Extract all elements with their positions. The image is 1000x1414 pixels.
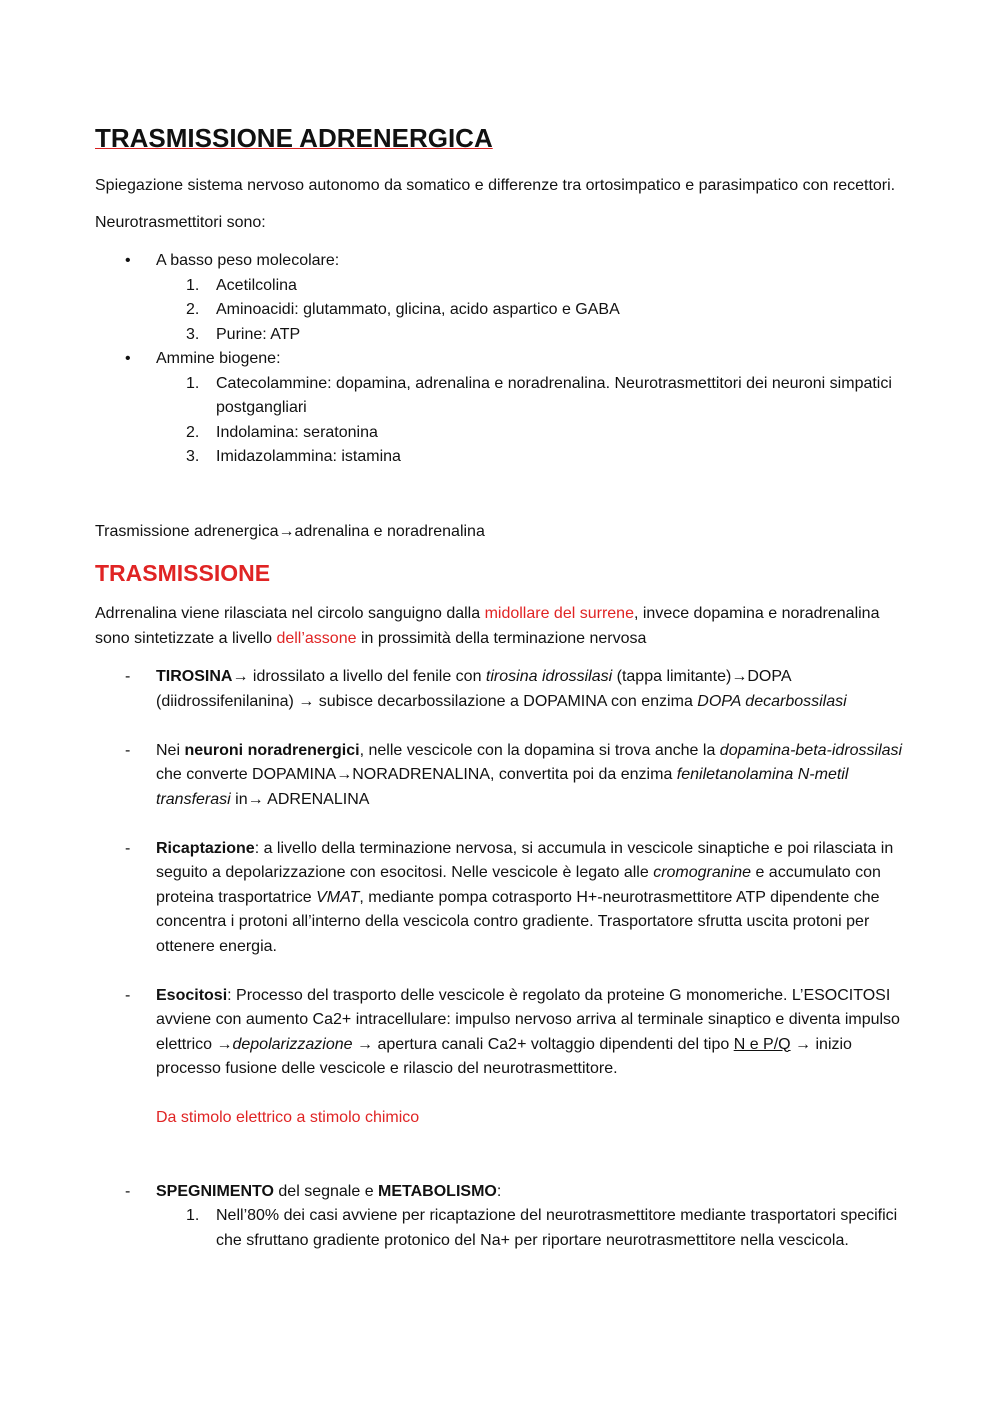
text-span: : a livello della terminazione nervosa, si accumula in vescicole sinaptiche e poi rilasciata in seguito a depolarizzazione con esocitosi. Nelle vescicole è legato alle [156,839,894,881]
sub-list [95,372,910,470]
neurotransmitters-heading: Neurotrasmettitori sono: [95,213,266,231]
list-gap [95,959,910,984]
item-text: Acetilcolina [216,276,297,294]
list-item [95,274,910,299]
highlight-text: midollare del surrene [484,605,634,622]
dash-marker: - [125,986,131,1004]
list-item [95,421,910,446]
text-span: , nelle vescicole con la dopamina si trova anche la [359,741,720,759]
item-number: 1. [186,374,200,392]
intro-paragraph: Spiegazione sistema nervoso autonomo da somatico e differenze tra ortosimpatico e parasimpatico con recettori. [95,177,896,194]
italic-term: depolarizzazione [232,1035,353,1053]
process-list [95,665,910,1253]
text-span: : [496,1182,502,1200]
item-number: 2. [186,423,200,441]
item-text: Aminoacidi: glutammato, glicina, acido aspartico e GABA [216,301,620,318]
italic-term: DOPA decarbossilasi [697,692,847,710]
item-number: 1. [186,276,200,294]
bold-term: neuroni noradrenergici [184,741,360,759]
italic-term: VMAT [316,888,360,906]
list-item [95,323,910,348]
list-item [95,372,910,421]
page-title: TRASMISSIONE ADRENERGICA [95,123,493,153]
bold-term: SPEGNIMENTO [156,1182,274,1200]
item-text: Indolamina: seratonina [216,423,378,441]
item-text: Nell’80% dei casi avviene per ricaptazione del neurotrasmettitore mediante trasportatori specifici che sfruttano gradiente protonico del Na+ per riportare neurotrasmettitore nella vescicola. [216,1207,898,1249]
vertical-spacer [95,470,910,520]
item-number: 1. [186,1207,200,1224]
text-span: , mediante pompa cotrasporto H+-neurotrasmettitore ATP dipendente che concentra i protoni all’interno della vescicola contro gradiente. Trasportatore sfrutta uscita protoni per ottenere energia. [156,888,880,955]
text-span: che converte DOPAMINA→NORADRENALINA, convertita poi da enzima [156,766,677,783]
italic-term: tirosina idrossilasi [485,668,613,685]
sub-list [95,274,910,348]
list-gap [156,1082,910,1107]
list-item [156,1204,910,1253]
bullet-icon: • [125,252,131,269]
dash-marker: - [125,1182,131,1200]
list-item-ricaptazione [95,837,910,960]
bold-term: METABOLISMO [378,1182,497,1200]
bold-term: Esocitosi [156,986,228,1004]
italic-term: feniletanolamina N-metil transferasi [156,766,849,808]
text-span: → apertura canali Ca2+ voltaggio dipendenti del tipo [352,1035,734,1053]
item-number: 3. [186,325,200,343]
text-span: → inizio processo fusione delle vescicole e rilascio del neurotrasmettitore. [156,1035,852,1077]
list-gap [95,714,910,739]
text-span: → idrossilato a livello del fenile con [232,668,486,685]
item-number: 2. [186,301,200,318]
section-heading: TRASMISSIONE [95,560,271,586]
list-item [95,249,910,347]
list-item-tirosina [95,665,910,714]
list-gap [95,812,910,837]
text-span: (tappa limitante)→DOPA (diidrossifenilanina) → subisce decarbossilazione a DOPAMINA con enzima [156,668,791,710]
highlight-note: Da stimolo elettrico a stimolo chimico [156,1109,420,1126]
adrenergic-line: Trasmissione adrenergica→adrenalina e noradrenalina [95,522,485,540]
text-span: : Processo del trasporto delle vescicole è regolato da proteine G monomeriche. L’ESOCITOSI avviene con aumento Ca2+ intracellulare: impulso nervoso arriva al terminale sinaptico e diventa impulso elettrico → [156,986,900,1053]
item-text: Imidazolammina: istamina [216,448,401,465]
list-item [95,298,910,323]
list-item [95,347,910,470]
list-gap [95,1155,910,1180]
text-span: e accumulato con proteina trasportatrice [156,864,881,906]
document-body [95,122,910,1253]
text-span: in prossimità della terminazione nervosa [356,629,647,647]
release-paragraph [95,602,910,651]
list-item-esocitosi [95,984,910,1131]
underlined-term: N e P/Q [733,1035,791,1053]
list-item-spegnimento [95,1180,910,1254]
dash-marker: - [125,668,131,685]
list-gap [95,1131,910,1156]
text-span: Adrrenalina viene rilasciata nel circolo sanguigno dalla [95,605,485,622]
bullet-icon: • [125,350,131,367]
text-span: Nei [156,741,185,759]
item-text: Purine: ATP [216,325,301,343]
bold-term: Ricaptazione [156,839,255,857]
neurotransmitter-list [95,249,910,470]
text-span: , invece dopamina e noradrenalina sono sintetizzate a livello [95,605,880,647]
dash-marker: - [125,839,131,857]
bold-term: TIROSINA [156,668,233,685]
list-item-label: Ammine biogene: [156,350,281,367]
text-span: in→ ADRENALINA [230,790,370,808]
text-span: del segnale e [273,1182,379,1200]
dash-marker: - [125,741,131,759]
list-item [95,445,910,470]
highlight-text: dell’assone [276,629,357,647]
italic-term: dopamina-beta-idrossilasi [719,741,903,759]
italic-term: cromogranine [653,864,752,881]
list-item-label: A basso peso molecolare: [156,252,340,269]
item-number: 3. [186,448,200,465]
sub-list [156,1204,910,1253]
list-item-neuroni [95,739,910,813]
item-text: Catecolammine: dopamina, adrenalina e noradrenalina. Neurotrasmettitori dei neuroni simpatici postgangliari [216,374,892,416]
